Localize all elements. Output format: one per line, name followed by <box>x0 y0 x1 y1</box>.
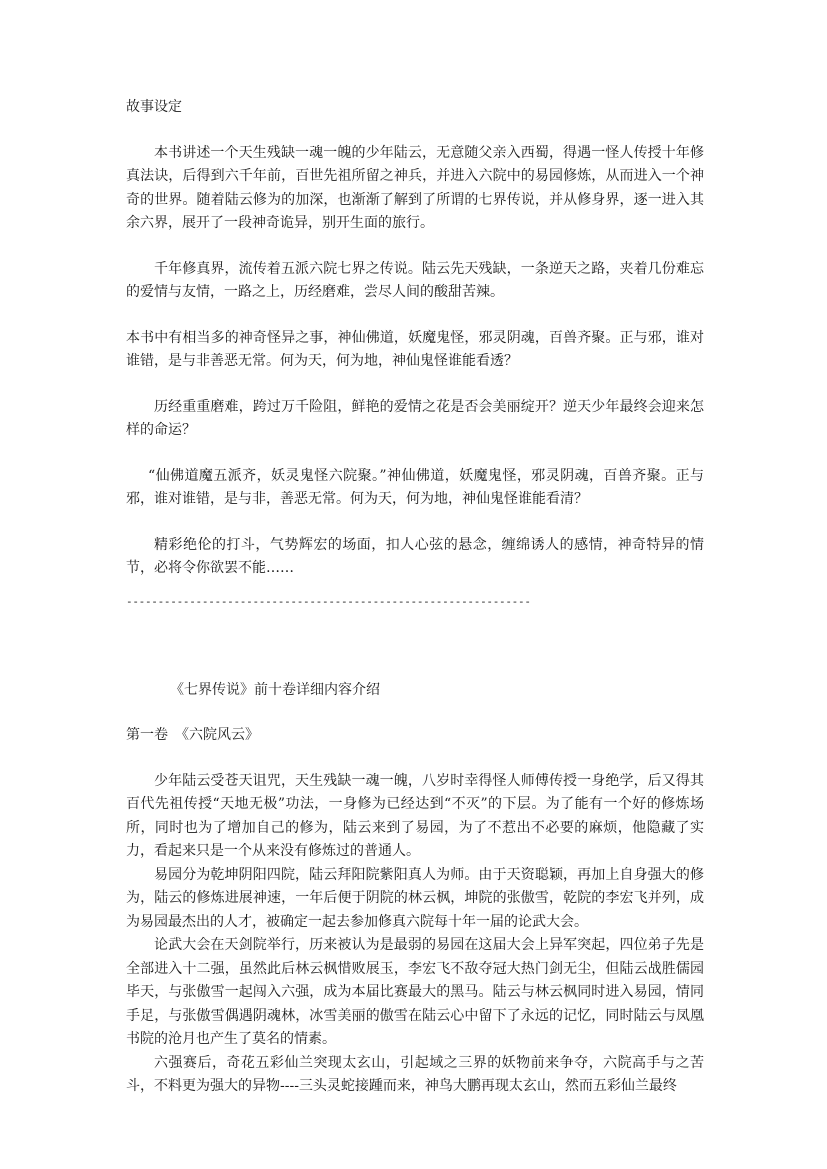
intro-paragraph: 本书讲述一个天生残缺一魂一魄的少年陆云，无意随父亲入西蜀，得遇一怪人传授十年修真法诀，后得到六千年前，百世先祖所留之神兵，并进入六院中的易园修炼，从而进入一个神奇的世界。随着陆云修为的加深，也渐渐了解到了所谓的七界传说，并从修身界，逐一进入其余六界，展开了一段神奇诡异，别开生面的旅行。 <box>126 144 704 231</box>
intro-paragraph: “仙佛道魔五派齐，妖灵鬼怪六院聚。”神仙佛道，妖魔鬼怪，邪灵阴魂，百兽齐聚。正与邪，谁对谁错，是与非，善恶无常。何为天，何为地，神仙鬼怪谁能看清？ <box>126 467 704 507</box>
volume-paragraph: 易园分为乾坤阴阳四院，陆云拜阳院紫阳真人为师。由于天资聪颖，再加上自身强大的修为，陆云的修炼进展神速，一年后便于阴院的林云枫，坤院的张傲雪，乾院的李宏飞并列，成为易园最杰出的人才，被确定一起去参加修真六院每十年一届的论武大会。 <box>126 866 704 930</box>
section-heading: 故事设定 <box>126 99 182 115</box>
divider-line: ---------------------------------------------------------------- <box>126 594 531 608</box>
volume-title: 第一卷 《六院风云》 <box>126 727 259 743</box>
intro-paragraph: 精彩绝伦的打斗，气势辉宏的场面，扣人心弦的悬念，缠绵诱人的感情，神奇特异的情节，必将令你欲罢不能…… <box>126 536 704 576</box>
intro-paragraph: 千年修真界，流传着五派六院七界之传说。陆云先天残缺，一条逆天之路，夹着几份难忘的爱情与友情，一路之上，历经磨难，尝尽人间的酸甜苦辣。 <box>126 260 704 300</box>
volume-paragraph: 六强赛后，奇花五彩仙兰突现太玄山，引起域之三界的妖物前来争夺，六院高手与之苦斗，不料更为强大的异物----三头灵蛇接踵而来，神鸟大鹏再现太玄山，然而五彩仙兰最终 <box>126 1054 704 1094</box>
document-page <box>126 96 704 1099</box>
intro-paragraph: 历经重重磨难，跨过万千险阻，鲜艳的爱情之花是否会美丽绽开？逆天少年最终会迎来怎样的命运？ <box>126 398 704 438</box>
volume-paragraph: 少年陆云受苍天诅咒，天生残缺一魂一魄，八岁时幸得怪人师傅传授一身绝学，后又得其百代先祖传授“天地无极”功法，一身修为已经达到“不灭”的下层。为了能有一个好的修炼场所，同时也为了增加自己的修为，陆云来到了易园，为了不惹出不必要的麻烦，他隐藏了实力，看起来只是一个从来没有修炼过的普通人。 <box>126 772 704 859</box>
toc-title: 《七界传说》前十卷详细内容介绍 <box>170 681 380 698</box>
volume-paragraph: 论武大会在天剑院举行，历来被认为是最弱的易园在这届大会上异军突起，四位弟子先是全部进入十二强，虽然此后林云枫惜败展玉，李宏飞不敌夺冠大热门剑无尘，但陆云战胜儒园毕天，与张傲雪一起闯入六强，成为本届比赛最大的黑马。陆云与林云枫同时进入易园，情同手足，与张傲雪偶遇阴魂林，冰雪美丽的傲雪在陆云心中留下了永远的记忆，同时陆云与凤凰书院的沧月也产生了莫名的情素。 <box>126 937 704 1047</box>
intro-paragraph: 本书中有相当多的神奇怪异之事，神仙佛道，妖魔鬼怪，邪灵阴魂，百兽齐聚。正与邪，谁对谁错，是与非善恶无常。何为天，何为地，神仙鬼怪谁能看透？ <box>126 329 704 369</box>
